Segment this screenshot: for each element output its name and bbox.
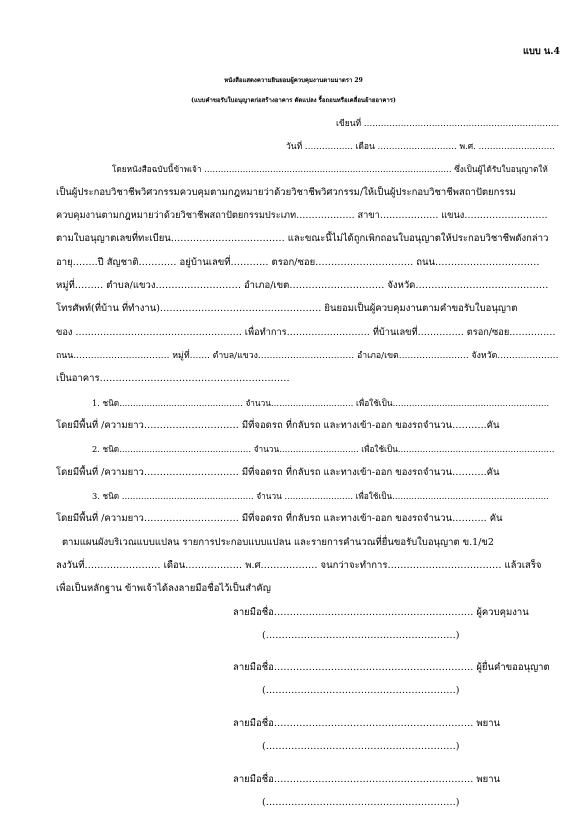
signature-line-witness-2: ลายมือชื่อ……………………………………………………… พยาน: [233, 774, 501, 785]
date-line: วันที่ …………….. เดือน ………………………. พ.ศ. ………………………: [286, 142, 556, 152]
building-item-1-area: โดยมีพื้นที่ /ความยาว………………………… มีที่จอดรถ ที่กลับรถ และทางเข้า-ออก ของรถจำนวน………..คัน: [56, 420, 500, 431]
document-title: หนังสือแสดงความยินยอมผู้ควบคุมงานตามมาตรา 29: [224, 77, 363, 84]
signature-name-witness-1: (……………………………………………………): [262, 741, 460, 752]
body-line-5: อายุ……..ปี สัญชาติ………… อยู่บ้านเลขที่………… ตรอก/ซอย…………………………. ถนน……………………………: [56, 257, 540, 268]
building-item-3-type: 3. ชนิด ………………………………………… จำนวน ……………………. เพื่อใช้เป็น…………………………………………………: [92, 491, 549, 501]
signature-name-witness-2: (……………………………………………………): [262, 797, 460, 808]
building-item-1-type: 1. ชนิด……………………………………… จำนวน………………………… เพื่อใช้เป็น…………………………………………………: [92, 398, 550, 408]
signature-name-supervisor: (……………………………………………………): [262, 630, 460, 641]
body-line-1: โดยหนังสือฉบับนี้ข้าพเจ้า ……………………………………………………………………………… ซึ่งเป็นผู้ได้รับใบอนุญาตให้: [112, 164, 548, 174]
body-line-12: ลงวันที่…………………… เดือน……………… พ.ศ……………… จนกว่าจะทำการ……………………………… แล้วเสร็จ: [56, 560, 542, 571]
written-at-line: เขียนที่ ……………………………………………………………: [336, 119, 560, 129]
body-line-13: เพื่อเป็นหลักฐาน ข้าพเจ้าได้ลงลายมือชื่อไว้เป็นสำคัญ: [56, 583, 271, 594]
building-item-3-area: โดยมีพื้นที่ /ความยาว………………………… มีที่จอดรถ ที่กลับรถ และทางเข้า-ออก ของรถจำนวน……….. คัน: [56, 513, 503, 524]
building-item-2-area: โดยมีพื้นที่ /ความยาว………………………… มีที่จอดรถ ที่กลับรถ และทางเข้า-ออก ของรถจำนวน………..คัน: [56, 467, 500, 478]
form-code: แบบ น.4: [523, 46, 560, 57]
body-line-2: เป็นผู้ประกอบวิชาชีพวิศวกรรมควบคุมตามกฎหมายว่าด้วยวิชาชีพวิศวกรรม/ให้เป็นผู้ประกอบวิชาชีพสถาปัตยกรรม: [56, 187, 516, 198]
signature-line-witness-1: ลายมือชื่อ……………………………………………………… พยาน: [233, 718, 501, 729]
signature-line-supervisor: ลายมือชื่อ……………………………………………………… ผู้ควบคุมงาน: [233, 607, 529, 618]
document-subtitle: (แบบคำขอรับใบอนุญาตก่อสร้างอาคาร ดัดแปลง รื้อถอนหรือเคลื่อนย้ายอาคาร): [191, 97, 396, 104]
body-line-11: ตามแผนผังบริเวณแบบแปลน รายการประกอบแบบแปลน และรายการคำนวณที่ยื่นขอรับใบอนุญาต ข.1/ข2: [62, 537, 494, 548]
body-line-8: ของ ……………………………………………… เพื่อทำการ……………………… ที่บ้านเลขที่…………… ตรอก/ซอย……………: [56, 327, 556, 338]
body-line-10: เป็นอาคาร……………………………………………………: [56, 373, 290, 384]
building-item-2-type: 2. ชนิด………………………………………… จำนวน……………………….. เพื่อใช้เป็น…………………………………………………: [92, 444, 555, 454]
signature-line-applicant: ลายมือชื่อ……………………………………………………… ผู้ยื่นคำขออนุญาต: [233, 662, 550, 673]
body-line-6: หมู่ที่……… ตำบล/แขวง……………………… อำเภอ/เขต………………………… จังหวัด……………………………………: [56, 280, 549, 291]
body-line-3: ควบคุมงานตามกฎหมายว่าด้วยวิชาชีพสถาปัตยกรรมประเภท………………. สาขา………………. แขนง………………………: [56, 210, 548, 221]
body-line-7: โทรศัพท์(ที่บ้าน ที่ทำงาน)…………………………………………… ยินยอมเป็นผู้ควบคุมงานตามคำขอรับใบอนุญาต: [56, 303, 518, 314]
signature-name-applicant: (……………………………………………………): [262, 685, 460, 696]
body-line-4: ตามใบอนุญาตเลขที่ทะเบียน……………………………… และขณะนี้ไม่ได้ถูกเพิกถอนใบอนุญาตให้ประกอบวิชาชีพดังกล่าว: [56, 233, 549, 244]
body-line-9: ถนน…………………………… หมู่ที่……. ตำบล/แขวง…………………………… อำเภอ/เขต…………………… จังหวัด…………………: [56, 351, 559, 361]
